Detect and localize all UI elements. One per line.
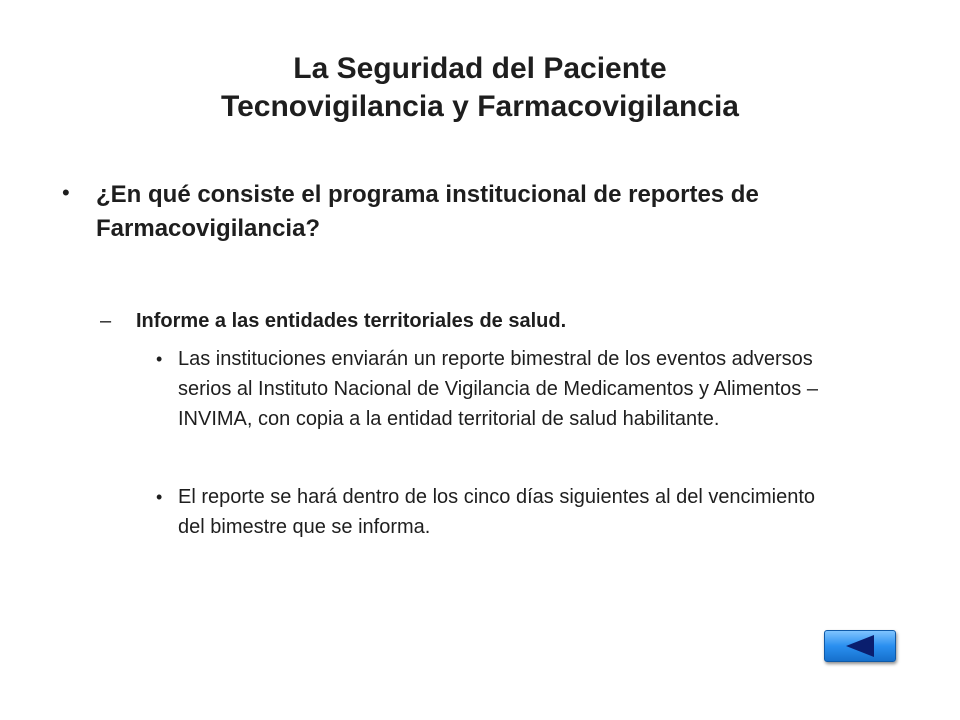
title-line-1: La Seguridad del Paciente — [293, 52, 667, 85]
subheading-bullet — [100, 306, 880, 336]
bullet-marker: • — [62, 180, 70, 205]
question-bullet — [62, 178, 882, 246]
back-button[interactable] — [824, 630, 896, 662]
bullet-marker: • — [156, 349, 163, 369]
slide-title — [60, 50, 900, 126]
detail-bullet — [156, 344, 846, 434]
detail-text: El reporte se hará dentro de los cinco días siguientes al del vencimiento del bimestre que se informa. — [178, 486, 816, 538]
back-arrow-icon — [825, 631, 895, 661]
bullet-marker: • — [156, 487, 163, 507]
dash-marker: – — [100, 310, 112, 332]
subheading-text: Informe a las entidades territoriales de salud. — [136, 310, 567, 332]
title-line-2: Tecnovigilancia y Farmacovigilancia — [221, 90, 739, 123]
back-arrow-shape — [846, 635, 874, 657]
question-text: ¿En qué consiste el programa institucional de reportes de Farmacovigilancia? — [96, 181, 759, 242]
detail-text: Las instituciones enviarán un reporte bimestral de los eventos adversos serios al Instituto Nacional de Vigilancia de Medicamentos y Alimentos –INVIMA, con copia a la entidad territorial de salud habilitante. — [178, 348, 818, 430]
detail-bullet — [156, 482, 846, 542]
